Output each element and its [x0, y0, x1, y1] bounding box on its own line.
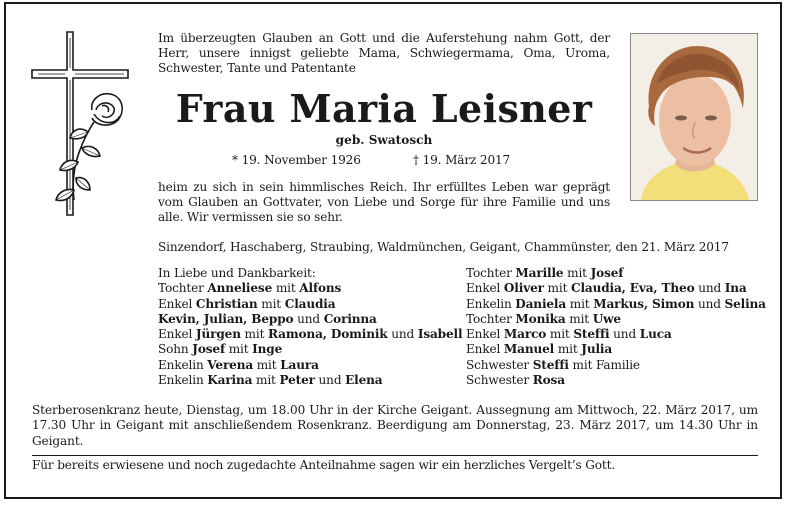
service-info: Sterberosenkranz heute, Dienstag, um 18.00 Uhr in der Kirche Geigant. Aussegnung am Mittwoch, 22. März 2017, um 17.30 Uhr in Geigant mit anschließendem Rosenkranz. Beerdigung am Donnerstag, 23. März 2017, um 14.30 Uhr in Geigant. — [32, 403, 758, 448]
mourner-name: Verena — [207, 357, 254, 372]
mourner-name: Corinna — [323, 311, 377, 326]
mourner-relation: Schwester — [466, 357, 533, 372]
mourner-name: Marco — [503, 327, 547, 342]
death-date: † 19. März 2017 — [413, 153, 511, 167]
mourners-right-column — [466, 266, 766, 388]
mourner-relation: und — [609, 327, 640, 342]
mourner-relation: und — [314, 373, 346, 388]
portrait-photo — [630, 33, 758, 201]
mourner-name: Christian — [195, 296, 258, 311]
mourner-line — [158, 297, 462, 312]
mourner-relation: mit — [225, 342, 253, 357]
mourner-line — [158, 312, 462, 327]
mourner-name: Claudia — [284, 296, 336, 311]
mourner-line — [466, 266, 766, 281]
mourner-relation: mit — [543, 281, 571, 296]
mourner-name: Kevin, Julian, Beppo — [158, 311, 294, 326]
mourner-line — [466, 312, 766, 327]
mourner-relation: mit — [566, 296, 594, 311]
mourner-line — [466, 327, 766, 342]
mourner-name: Laura — [280, 357, 319, 372]
mourner-name: Monika — [515, 311, 566, 326]
mourner-line — [158, 358, 462, 373]
mourner-relation: mit — [252, 373, 280, 388]
reich-text: heim zu sich in sein himmlisches Reich. Ihr erfülltes Leben war geprägt vom Glauben an Gottvater, von Liebe und Sorge für ihre Familie und uns alle. Wir vermissen sie so sehr. — [158, 180, 610, 225]
mourner-relation: mit — [240, 327, 268, 342]
mourner-relation: Tochter — [466, 311, 516, 326]
mourner-relation: Enkelin — [158, 373, 208, 388]
mourner-name: Uwe — [592, 311, 621, 326]
mourner-line — [158, 373, 462, 388]
mourner-relation: In Liebe und Dankbarkeit: — [158, 266, 316, 280]
mourner-relation: Tochter — [466, 266, 516, 280]
mourner-name: Elena — [345, 373, 383, 388]
intro-text: Im überzeugten Glauben an Gott und die Auferstehung nahm Gott, der Herr, unsere innigst geliebte Mama, Schwiegermama, Oma, Uroma, Schwester, Tante und Patentante — [158, 31, 610, 76]
mourner-relation: Enkel — [466, 327, 504, 342]
places-date-line: Sinzendorf, Haschaberg, Straubing, Waldmünchen, Geigant, Chammünster, den 21. März 2017 — [158, 240, 729, 254]
mourner-relation: und — [694, 281, 725, 296]
mourner-name: Alfons — [299, 281, 342, 296]
mourner-relation: und — [293, 311, 324, 326]
mourner-relation: mit — [554, 342, 582, 357]
mourner-name: Ramona, Dominik — [268, 327, 388, 342]
birth-date: * 19. November 1926 — [232, 153, 361, 167]
mourner-line — [158, 281, 462, 296]
mourner-relation: mit — [546, 327, 574, 342]
mourner-name: Jürgen — [195, 327, 241, 342]
mourner-name: Oliver — [503, 281, 544, 296]
mourner-name: Steffi — [532, 357, 569, 372]
mourner-name: Rosa — [532, 373, 565, 388]
mourner-name: Peter — [279, 373, 315, 388]
mourner-name: Julia — [581, 342, 613, 357]
mourner-relation: mit Familie — [568, 357, 640, 372]
birth-name: geb. Swatosch — [335, 133, 433, 147]
mourner-line — [466, 281, 766, 296]
mourner-relation: Tochter — [158, 281, 208, 296]
mourner-name: Karina — [207, 373, 253, 388]
mourner-line — [466, 297, 766, 312]
mourners-left-column — [158, 266, 462, 388]
mourner-name: Ina — [724, 281, 747, 296]
mourner-name: Inge — [252, 342, 283, 357]
mourner-name: Josef — [590, 266, 624, 280]
mourner-name: Manuel — [503, 342, 555, 357]
mourner-line — [466, 373, 766, 388]
mourner-name: Claudia, Eva, Theo — [570, 281, 695, 296]
mourner-relation: Sohn — [158, 342, 193, 357]
mourner-line — [158, 266, 462, 281]
mourner-relation: mit — [253, 357, 281, 372]
mourner-relation: Schwester — [466, 373, 533, 388]
mourner-name: Luca — [639, 327, 672, 342]
thanks-line: Für bereits erwiesene und noch zugedachte Anteilnahme sagen wir ein herzliches Vergelt’s Gott. — [32, 458, 616, 472]
cross-with-rose-icon — [30, 30, 130, 216]
deceased-name: Frau Maria Leisner — [175, 86, 593, 131]
mourner-line — [158, 342, 462, 357]
mourner-name: Isabell — [417, 327, 463, 342]
mourner-relation: mit — [565, 311, 593, 326]
mourner-line — [158, 327, 462, 342]
mourner-name: Markus, Simon — [593, 296, 695, 311]
mourner-relation: und — [694, 296, 725, 311]
mourner-name: Anneliese — [207, 281, 273, 296]
mourner-line — [466, 358, 766, 373]
mourner-relation: Enkel — [158, 327, 196, 342]
divider — [32, 455, 758, 456]
mourner-relation: und — [387, 327, 418, 342]
mourner-name: Marille — [515, 266, 564, 280]
mourner-relation: Enkelin — [158, 357, 208, 372]
mourner-relation: mit — [272, 281, 300, 296]
mourner-name: Josef — [192, 342, 225, 357]
mourner-name: Daniela — [515, 296, 567, 311]
mourner-relation: mit — [257, 296, 285, 311]
mourner-relation: mit — [563, 266, 591, 280]
mourner-relation: Enkel — [466, 342, 504, 357]
mourner-name: Selina — [724, 296, 766, 311]
mourner-line — [466, 342, 766, 357]
mourner-name: Steffi — [573, 327, 610, 342]
mourner-relation: Enkel — [466, 281, 504, 296]
mourner-relation: Enkel — [158, 296, 196, 311]
mourner-relation: Enkelin — [466, 296, 516, 311]
